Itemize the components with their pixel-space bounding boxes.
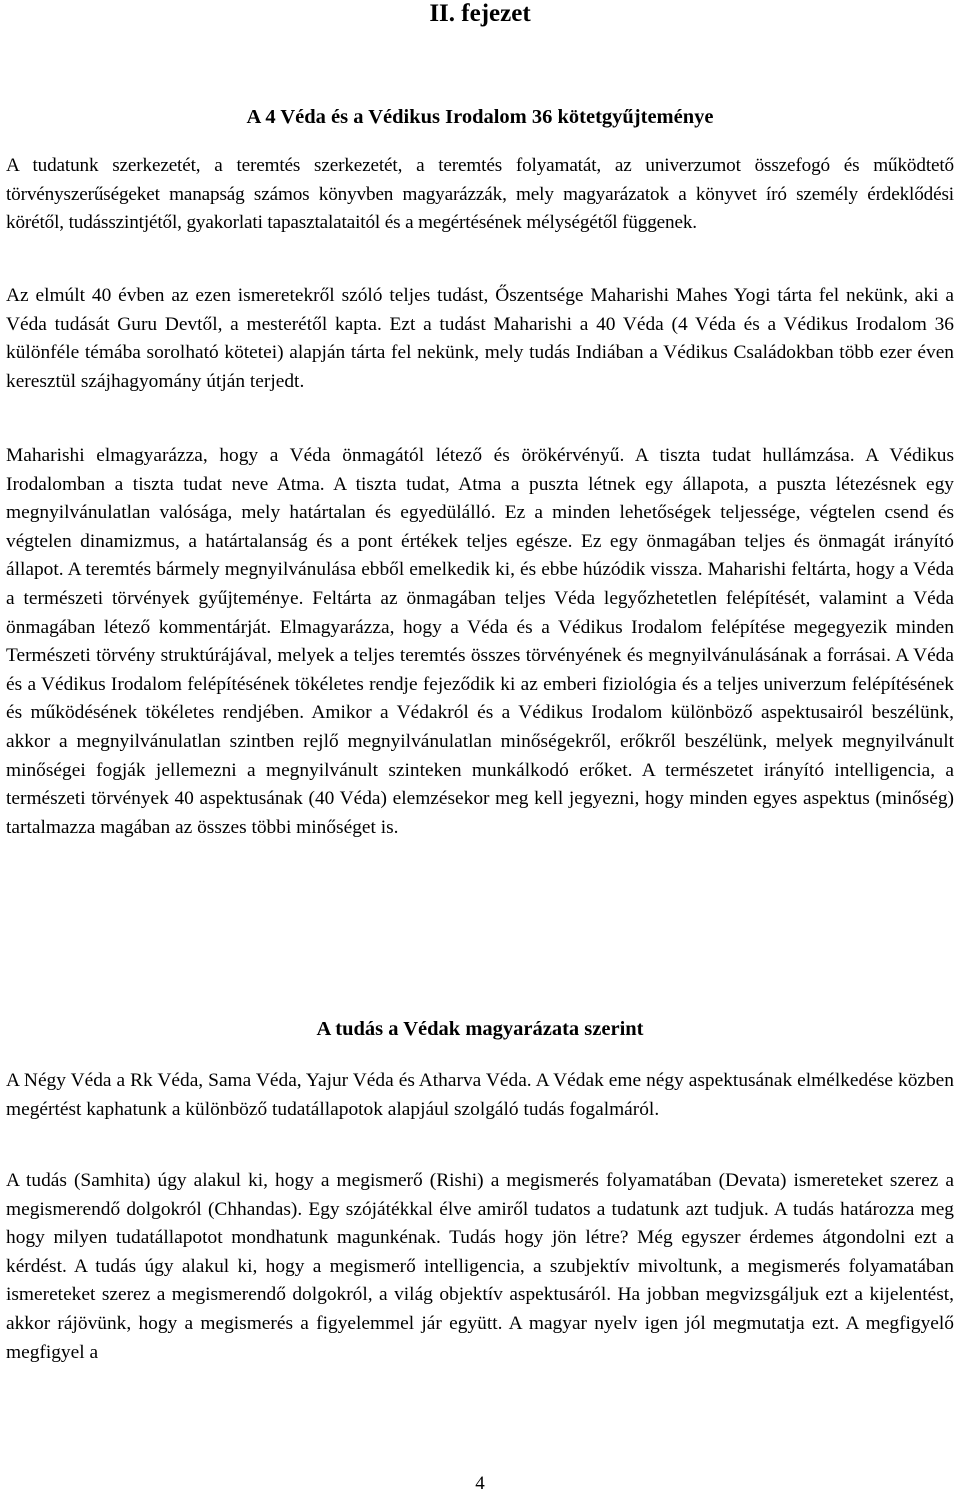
section-title-veda-collection: A 4 Véda és a Védikus Irodalom 36 kötetgyűjteménye <box>246 106 714 128</box>
section-title-knowledge: A tudás a Védak magyarázata szerint <box>316 1018 644 1040</box>
paragraph-maharishi-knowledge: Az elmúlt 40 évben az ezen ismeretekről szóló teljes tudást, Őszentsége Maharishi Mahes Yogi tárta fel nekünk, aki a Véda tudását Guru Devtől, a mesterétől kapta. Ezt a tudást Maharishi a 40 Véda (4 Véda és a Védikus Irodalom 36 különféle témába sorolható kötetei) alapján tárta fel nekünk, mely tudás Indiában a Védikus Családokban több ezer éven keresztül szájhagyomány útján terjedt. <box>6 285 954 392</box>
chapter-title: II. fejezet <box>429 0 531 27</box>
page-number: 4 <box>475 1473 485 1494</box>
paragraph-intro: A tudatunk szerkezetét, a teremtés szerkezetét, a teremtés folyamatát, az univerzumot összefogó és működtető törvényszerűségeket manapság számos könyvben magyarázzák, mely magyarázatok a könyvet író személy érdeklődési körétől, tudásszintjétől, gyakorlati tapasztalataitól és a megértésének mélységétől függenek. <box>6 155 954 234</box>
paragraph-samhita: A tudás (Samhita) úgy alakul ki, hogy a megismerő (Rishi) a megismerés folyamatában (Devata) ismereteket szerez a megismerendő dolgokról (Chhandas). Egy szójátékkal élve amiről tudatos a tudatunk azt tudjuk. A tudás határozza meg hogy milyen tudatállapotot mondhatunk magunkénak. Tudás hogy jön létre? Még egyszer érdemes átgondolni ezt a kérdést. A tudás úgy alakul ki, hogy a megismerő intelligencia, a szubjektív mivoltunk, a megismerés folyamatában ismereteket szerez a megismerendő dolgokról, a világ objektív aspektusáról. Ha jobban megvizsgáljuk ezt a kijelentést, akkor rájövünk, hogy a megismerés a figyelemmel jár együtt. A magyar nyelv igen jól megmutatja ezt. A megfigyelő megfigyel a <box>6 1170 954 1363</box>
paragraph-veda-explanation: Maharishi elmagyarázza, hogy a Véda önmagától létező és örökérvényű. A tiszta tudat hullámzása. A Védikus Irodalomban a tiszta tudat neve Atma. A tiszta tudat, Atma a puszta létnek egy állapota, a puszta létezésnek egy megnyilvánulatlan valósága, mely határtalan és egyedülálló. Ez a minden lehetőségek teljessége, végtelen csend és végtelen dinamizmus, a határtalanság és a pont értékek teljes egésze. Ez egy önmagában teljes és önmagát irányító állapot. A teremtés bármely megnyilvánulása ebből emelkedik ki, és ebbe húzódik vissza. Maharishi feltárta, hogy a Véda a természeti törvények gyűjteménye. Feltárta az önmagában teljes Véda legyőzhetetlen felépítését, valamint a Véda önmagában létező kommentárját. Elmagyarázza, hogy a Véda és a Védikus Irodalom felépítése megegyezik minden Természeti törvény struktúrájával, melyek a teljes teremtés összes törvényének és megnyilvánulásának a forrásai. A Véda és a Védikus Irodalom felépítésének tökéletes rendje fejeződik ki az emberi fiziológia és a teljes univerzum felépítésének és működésének tökéletes rendjében. Amikor a Védakról és a Védikus Irodalom különböző aspektusairól beszélünk, akkor a megnyilvánulatlan szintben rejlő megnyilvánulatlan minőségekről, erőkről beszélünk, melyek megnyilvánult minőségei fogják jellemezni a megnyilvánult szinteken munkálkodó erőket. A természetet irányító intelligencia, a természeti törvények 40 aspektusának (40 Véda) elemzésekor meg kell jegyezni, hogy minden egyes aspektus (minőség) tartalmazza magában az összes többi minőséget is. <box>6 445 954 838</box>
paragraph-four-vedas: A Négy Véda a Rk Véda, Sama Véda, Yajur Véda és Atharva Véda. A Védak eme négy aspektusának elmélkedése közben megértést kaphatunk a különböző tudatállapotok alapjául szolgáló tudás fogalmáról. <box>6 1070 954 1120</box>
document-page <box>6 0 954 1363</box>
